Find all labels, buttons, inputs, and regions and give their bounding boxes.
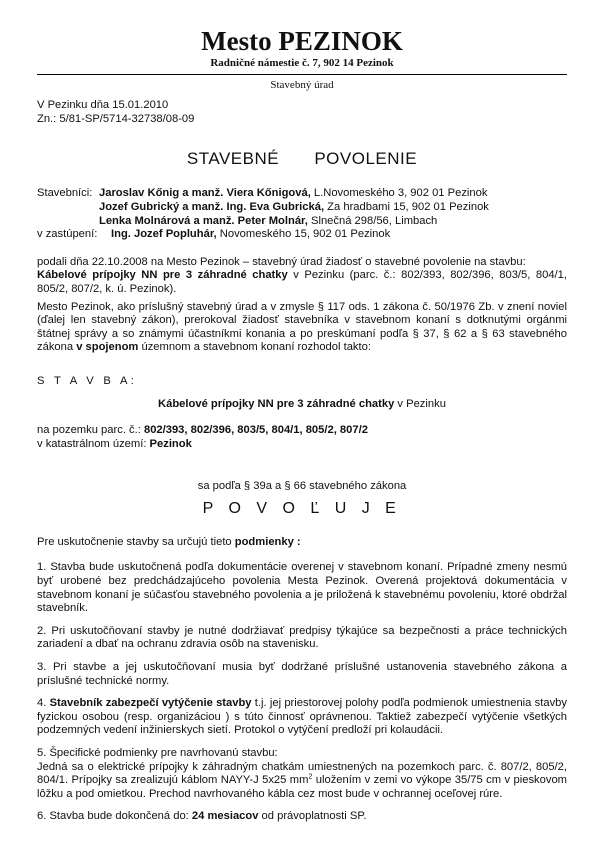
condition-3: 3. Pri stavbe a jej uskutočňovaní musia byť dodržané príslušné ustanovenia stavebného zákona a príslušné technické normy. xyxy=(37,661,567,687)
cadastre-name: Pezinok xyxy=(149,437,192,450)
intro-line: podali dňa 22.10.2008 na Mesto Pezinok – stavebný úrad žiadosť o stavebné povolenie na stavbu: xyxy=(37,255,526,268)
cadastre-label: v katastrálnom území: xyxy=(37,437,150,450)
builders-label: Stavebníci: xyxy=(37,187,93,200)
document-title: STAVEBNÉ POVOLENIE xyxy=(186,149,418,169)
stavba-name-bold: Kábelové prípojky NN pre 3 záhradné chatky xyxy=(158,397,395,410)
condition-4-number: 4. xyxy=(37,697,50,710)
office-name: Stavebný úrad xyxy=(270,78,334,91)
decision-text-end: územnom a stavebnom konaní rozhodol takto: xyxy=(138,341,371,354)
project-name: Kábelové prípojky NN pre 3 záhradné chatky xyxy=(37,269,288,282)
permit-verb: P O V O Ľ U J E xyxy=(202,499,402,517)
stavba-label: S T A V B A: xyxy=(37,374,138,387)
plot-numbers: 802/393, 802/396, 803/5, 804/1, 805/2, 807/2 xyxy=(143,424,368,437)
builder-address: Za hradbami 15, 902 01 Pezinok xyxy=(324,200,489,213)
condition-6 xyxy=(37,810,567,824)
city-address: Radničné námestie č. 7, 902 14 Pezinok xyxy=(37,57,567,75)
builder-name: Jozef Gubrický a manž. Ing. Eva Gubrická, xyxy=(99,200,325,213)
builder-row-2 xyxy=(37,201,567,215)
condition-5-part-a: Jedná sa o elektrické prípojky k záhradným chatkám umiestnených na pozemkoch parc. č. 807/2, 805/2, 804/1. Prípojky sa zrealizujú káblom NAYY-J 5x25 mm xyxy=(37,760,567,787)
builders-block xyxy=(37,187,567,241)
condition-4-text: t.j. jej priestorovej polohy podľa podmienok umiestnenia stavby fyzickou osobou (resp. organizáciou ) s túto činnosť oprávnenou. Taktiež zabezpečí vytýčenie všetkých podzemných vedení inžinierskych sietí. Protokol o vytýčení predloží pri kolaudácii. xyxy=(37,697,567,737)
builder-name: Lenka Molnárová a manž. Peter Molnár, xyxy=(99,214,308,227)
document-meta xyxy=(37,99,567,126)
condition-4-bold: Stavebník zabezpečí vytýčenie stavby xyxy=(49,697,252,710)
city-title: Mesto PEZINOK xyxy=(201,26,403,56)
condition-5-heading: 5. Špecifické podmienky pre navrhovanú stavbu: xyxy=(37,747,278,759)
condition-6-bold: 24 mesiacov xyxy=(191,810,259,823)
date-line: V Pezinku dňa 15.01.2010 xyxy=(37,99,169,112)
representative-label: v zastúpení: xyxy=(37,228,98,241)
plot-line xyxy=(37,424,567,438)
reference-number: Zn.: 5/81-SP/5714-32738/08-09 xyxy=(37,112,195,125)
builder-name: Jaroslav Kőnig a manž. Viera Kőnigová, xyxy=(99,187,311,200)
document-page xyxy=(37,0,567,824)
permit-basis: sa podľa § 39a a § 66 stavebného zákona xyxy=(197,480,407,493)
condition-5-part-b: uložením v zemi vo výkope 35/75 cm v pieskovom lôžku a pod omietkou. Prechod navrhovaného kábla cez most bude v ochrannej oceľovej rúre. xyxy=(37,774,567,800)
builder-row-1 xyxy=(37,187,567,201)
condition-1: 1. Stavba bude uskutočnená podľa dokumentácie overenej v stavebnom konaní. Prípadné zmeny nesmú byť urobené bez predchádzajúceho povolenia Mesta Pezinok. Overená projektová dokumentácia v stavebnom konaní je súčasťou stavebného povolenia a je priložená k stavebnému povoleniu, ktoré obdržal stavebník. xyxy=(37,561,567,615)
condition-6-rest: od právoplatnosti SP. xyxy=(258,810,367,823)
cadastre-line xyxy=(37,438,567,452)
stavba-name xyxy=(37,398,567,412)
decision-paragraph xyxy=(37,301,567,355)
builder-address: Slnečná 298/56, Limbach xyxy=(307,214,438,227)
conditions-intro-bold: podmienky : xyxy=(234,535,301,548)
intro-paragraph xyxy=(37,256,567,297)
superscript-2: 2 xyxy=(308,773,313,781)
decision-text-bold: v spojenom xyxy=(76,341,139,354)
conditions-intro xyxy=(37,536,567,550)
condition-5-text xyxy=(37,761,567,802)
project-details: v Pezinku (parc. č.: 802/393, 802/396, 803/5, 804/1, 805/2, 807/2, k. ú. Pezinok). xyxy=(37,269,567,295)
plot-label: na pozemku parc. č.: xyxy=(37,424,144,437)
representative-address: Novomeského 15, 902 01 Pezinok xyxy=(216,228,391,241)
builder-address: L.Novomeského 3, 902 01 Pezinok xyxy=(310,187,488,200)
conditions-intro-text: Pre uskutočnenie stavby sa určujú tieto xyxy=(37,535,235,548)
condition-6-text: 6. Stavba bude dokončená do: xyxy=(37,810,192,823)
condition-4 xyxy=(37,697,567,738)
intro-project xyxy=(37,269,567,296)
condition-2: 2. Pri uskutočňovaní stavby je nutné dodržiavať predpisy týkajúce sa bezpečnosti a práce technických zariadení a dbať na ochranu zdravia osôb na stavenisku. xyxy=(37,624,567,651)
representative-name: Ing. Jozef Popluhár, xyxy=(111,228,217,241)
representative-row xyxy=(37,228,567,242)
decision-text: Mesto Pezinok, ako príslušný stavebný úrad a v zmysle § 117 ods. 1 zákona č. 50/1976 Zb. v znení noviel (ďalej len stavebný zákon), prerokoval žiadosť stavebníka v stavebnom konaní s dotknutými orgánmi štátnej správy a so známymi účastníkmi konania a po preskúmaní podľa § 37, § 62 a § 63 stavebného zákona xyxy=(37,300,567,354)
stavba-location: v Pezinku xyxy=(394,397,446,410)
builder-row-3 xyxy=(37,215,567,229)
